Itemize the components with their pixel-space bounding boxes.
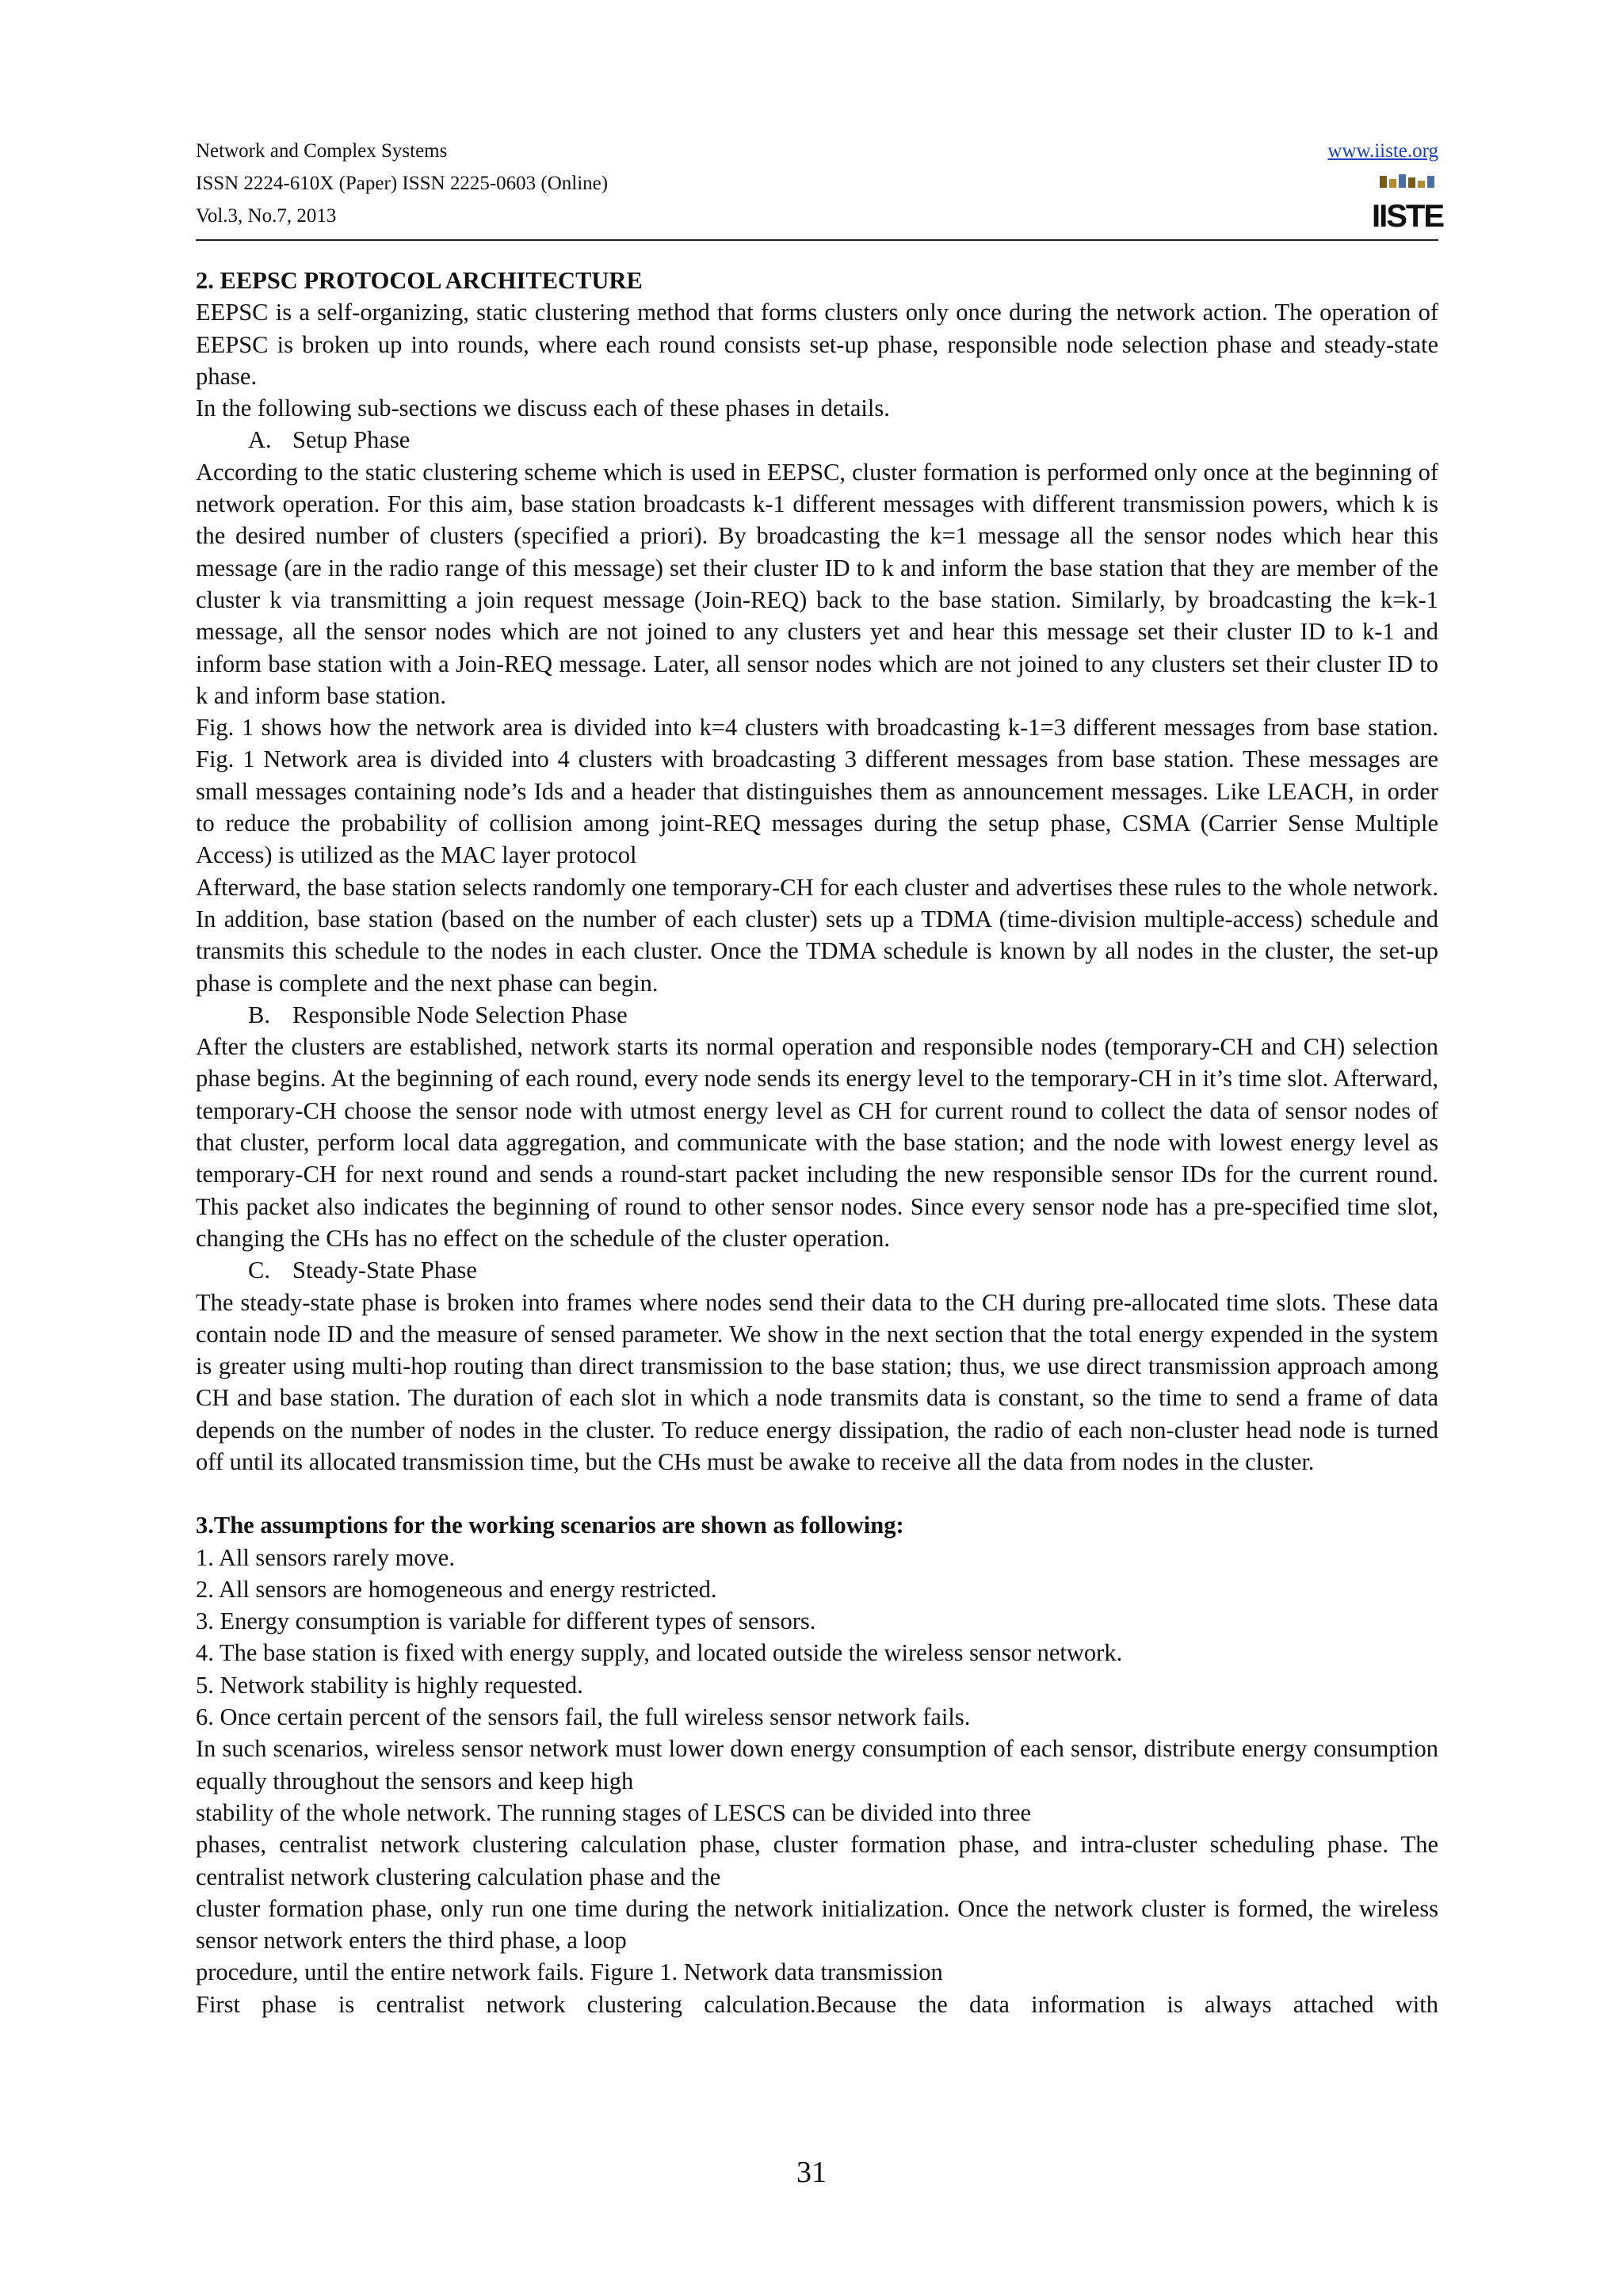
iiste-logo [1371,174,1444,234]
scenario-paragraph-4: cluster formation phase, only run one time during the network initialization. Once the network cluster is formed, the wireless sensor network enters the third phase, a loop [196,1894,1438,1955]
scenario-paragraph-5: procedure, until the entire network fails. Figure 1. Network data transmission [196,1958,943,1986]
section-2-heading: 2. EEPSC PROTOCOL ARCHITECTURE [196,267,643,294]
steady-state-paragraph: The steady-state phase is broken into frames where nodes send their data to the CH during pre-allocated time slots. These data contain node ID and the measure of sensed parameter. We show in the next section that the total energy expended in the system is greater using multi-hop routing than direct transmission to the base station; thus, we use direct transmission approach among CH and base station. The duration of each slot in which a node transmits data is constant, so the time to send a frame of data depends on the number of nodes in the cluster. To reduce energy dissipation, the radio of each non-cluster head node is turned off until its allocated transmission time, but the CHs must be awake to receive all the data from nodes in the cluster. [196,1288,1438,1475]
page-header [196,135,1444,241]
scenario-paragraph-1: In such scenarios, wireless sensor network must lower down energy consumption of each sensor, distribute energy consumption equally throughout the sensors and keep high [196,1735,1438,1794]
subsection-a-title: Setup Phase [292,426,411,454]
setup-phase-paragraph-2: Fig. 1 shows how the network area is divided into k=4 clusters with broadcasting k-1=3 different messages from base station. Fig. 1 Network area is divided into 4 clusters with broadcasting 3 different messages from base station. These messages are small messages containing node’s Ids and a header that distinguishes them as announcement messages. Like LEACH, in order to reduce the probability of collision among joint-REQ messages during the setup phase, CSMA (Carrier Sense Multiple Access) is utilized as the MAC layer protocol [196,714,1438,869]
page-number: 31 [796,2156,827,2189]
subsection-a-label: A. [248,426,272,454]
section-3-heading: 3.The assumptions for the working scenarios are shown as following: [196,1512,904,1539]
setup-phase-paragraph-1: According to the static clustering scheme which is used in EEPSC, cluster formation is performed only once at the beginning of network operation. For this aim, base station broadcasts k-1 different messages with different transmission powers, which k is the desired number of clusters (specified a priori). By broadcasting the k=1 message all the sensor nodes which hear this message (are in the radio range of this message) set their cluster ID to k and inform the base station that they are member of the cluster k via transmitting a join request message (Join-REQ) back to the base station. Similarly, by broadcasting the k=k-1 message, all the sensor nodes which are not joined to any clusters yet and hear this message set their cluster ID to k-1 and inform base station with a Join-REQ message. Later, all sensor nodes which are not joined to any clusters set their cluster ID to k and inform base station. [196,458,1438,709]
volume-line: Vol.3, No.7, 2013 [196,205,337,227]
assumption-item: 3. Energy consumption is variable for different types of sensors. [196,1608,816,1635]
subsection-b-label: B. [248,1001,270,1028]
subsection-b-title: Responsible Node Selection Phase [292,1001,628,1028]
responsible-node-paragraph: After the clusters are established, network starts its normal operation and responsible nodes (temporary-CH and CH) selection phase begins. At the beginning of each round, every node sends its energy level to the temporary-CH in it’s time slot. Afterward, temporary-CH choose the sensor node with utmost energy level as CH for current round to collect the data of sensor nodes of that cluster, perform local data aggregation, and communicate with the base station; and the node with lowest energy level as temporary-CH for next round and sends a round-start packet including the new responsible sensor IDs for the current round. This packet also indicates the beginning of round to other sensor nodes. Since every sensor node has a pre-specified time slot, changing the CHs has no effect on the schedule of the cluster operation. [196,1033,1438,1252]
journal-url-link[interactable]: www.iiste.org [1327,140,1438,162]
section-2-intro-note: In the following sub-sections we discuss each of these phases in details. [196,395,890,422]
assumption-item: 1. All sensors rarely move. [196,1543,455,1571]
subsection-c-label: C. [248,1257,270,1284]
setup-phase-paragraph-3: Afterward, the base station selects randomly one temporary-CH for each cluster and advertises these rules to the whole network. In addition, base station (based on the number of each cluster) sets up a TDMA (time-division multiple-access) schedule and transmits this schedule to the nodes in each cluster. Once the TDMA schedule is known by all nodes in the cluster, the set-up phase is complete and the next phase can begin. [196,873,1438,997]
svg-text:IISTE: IISTE [1371,199,1444,234]
page-body [196,265,1438,2020]
scenario-paragraph-2: stability of the whole network. The running stages of LESCS can be divided into three [196,1798,1032,1826]
subsection-b-heading [196,999,1438,1031]
section-spacer [196,1478,1438,1509]
assumption-item: 2. All sensors are homogeneous and energy restricted. [196,1575,717,1603]
subsection-c-title: Steady-State Phase [292,1257,477,1284]
issn-line: ISSN 2224-610X (Paper) ISSN 2225-0603 (Online) [196,173,609,194]
assumption-item: 4. The base station is fixed with energy supply, and located outside the wireless sensor network. [196,1639,1123,1667]
scenario-paragraph-6: First phase is centralist network clustering calculation.Because the data information is always attached with [196,1990,1438,2018]
assumption-item: 5. Network stability is highly requested. [196,1671,583,1699]
assumption-item: 6. Once certain percent of the sensors fail, the full wireless sensor network fails. [196,1703,971,1731]
journal-name: Network and Complex Systems [196,140,448,162]
section-2-intro-paragraph: EEPSC is a self-organizing, static clustering method that forms clusters only once during the network action. The operation of EEPSC is broken up into rounds, where each round consists set-up phase, responsible node selection phase and steady-state phase. [196,299,1438,390]
subsection-a-heading [196,424,1438,456]
scenario-paragraph-3: phases, centralist network clustering calculation phase, cluster formation phase, and intra-cluster scheduling phase. The centralist network clustering calculation phase and the [196,1831,1438,1890]
subsection-c-heading [196,1254,1438,1286]
